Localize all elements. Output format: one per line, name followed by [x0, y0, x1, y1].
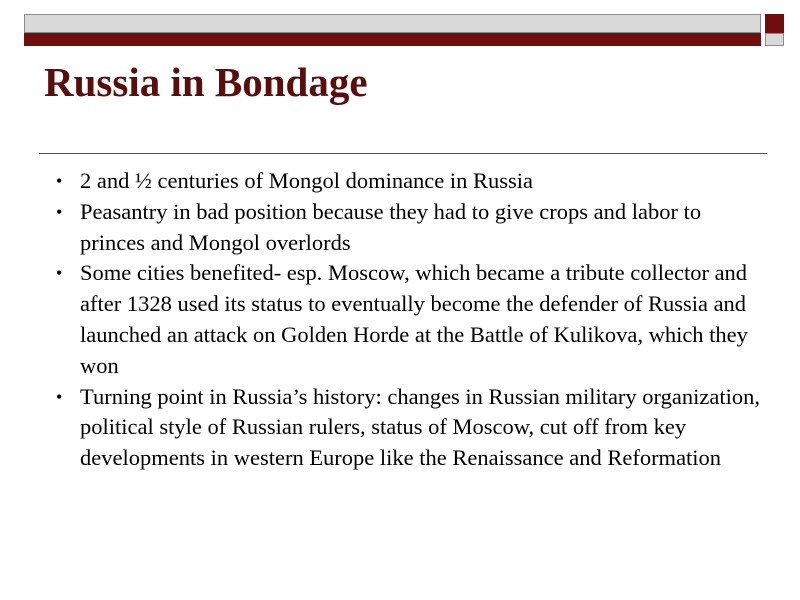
bullet-item: [56, 258, 768, 381]
corner-square-dark: [765, 14, 784, 33]
bullet-text: Peasantry in bad position because they had to give crops and labor to princes and Mongol overlords: [80, 198, 702, 255]
bullet-marker: •: [56, 263, 63, 284]
bullet-item: [56, 382, 768, 474]
corner-square-light: [765, 33, 784, 46]
bullet-text: 2 and ½ centuries of Mongol dominance in Russia: [80, 168, 534, 193]
bullet-item: [56, 166, 768, 197]
slide-title: Russia in Bondage: [44, 59, 368, 105]
title-divider: [39, 153, 767, 154]
bullet-marker: •: [56, 201, 63, 222]
bullet-text: Some cities benefited- esp. Moscow, which became a tribute collector and after 1328 used its status to eventually become the defender of Russia and launched an attack on Golden Horde at the Battle of Kulikova, which they won: [80, 260, 748, 378]
bullet-item: [56, 197, 768, 259]
bullet-list: [56, 166, 768, 474]
bullet-marker: •: [56, 386, 63, 407]
bullet-text: Turning point in Russia’s history: changes in Russian military organization, political style of Russian rulers, status of Moscow, cut off from key developments in western Europe like the Renaissance and Reformation: [80, 383, 760, 471]
header-bar-dark: [24, 33, 761, 46]
bullet-marker: •: [56, 171, 63, 191]
header-bar-light: [24, 14, 761, 33]
